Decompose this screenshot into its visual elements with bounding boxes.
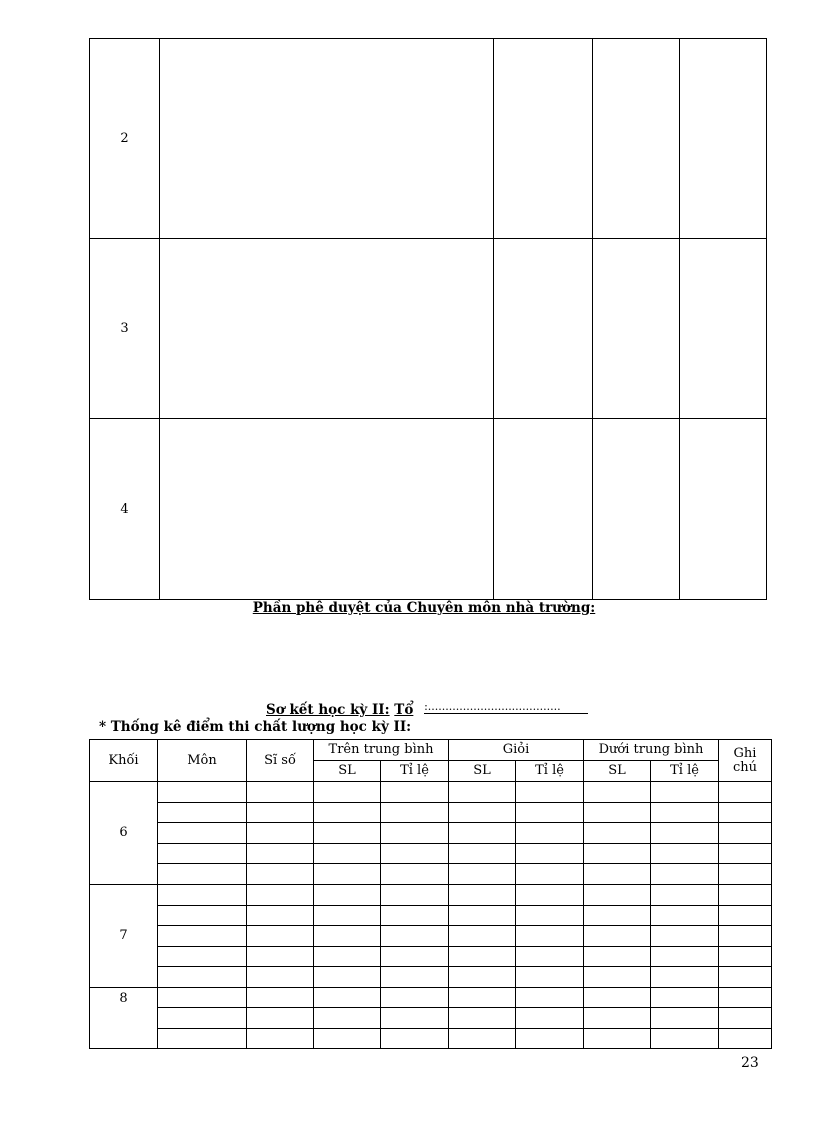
table-cell[interactable] — [247, 967, 314, 988]
table-cell[interactable] — [247, 803, 314, 823]
table-cell[interactable] — [381, 1029, 449, 1049]
table-row — [90, 885, 772, 906]
table-cell[interactable] — [158, 803, 247, 823]
table-cell[interactable] — [719, 782, 772, 803]
table-cell[interactable] — [381, 988, 449, 1008]
table-cell[interactable] — [584, 967, 651, 988]
plan-cell — [593, 419, 680, 600]
header-ti-le: Tỉ lệ — [651, 761, 719, 782]
plan-cell — [680, 39, 767, 239]
table-cell[interactable] — [719, 988, 772, 1008]
summary-title — [266, 700, 588, 718]
plan-table — [89, 38, 767, 600]
table-row — [90, 906, 772, 926]
table-cell[interactable] — [381, 885, 449, 906]
plan-cell — [593, 39, 680, 239]
plan-row-number: 3 — [90, 239, 160, 419]
plan-cell — [160, 419, 494, 600]
table-cell[interactable] — [247, 1008, 314, 1029]
stats-table — [89, 739, 772, 1049]
table-cell[interactable] — [651, 1008, 719, 1029]
table-cell[interactable] — [158, 823, 247, 844]
table-cell[interactable] — [381, 967, 449, 988]
summary-title-label: Sơ kết học kỳ II: — [266, 702, 390, 718]
table-cell[interactable] — [584, 803, 651, 823]
table-cell[interactable] — [314, 844, 381, 864]
plan-cell — [593, 239, 680, 419]
table-row — [90, 926, 772, 947]
table-cell[interactable] — [449, 782, 516, 803]
table-cell[interactable] — [516, 926, 584, 947]
grade-cell: 6 — [90, 782, 158, 885]
table-cell[interactable] — [247, 823, 314, 844]
table-cell[interactable] — [449, 967, 516, 988]
table-cell[interactable] — [584, 844, 651, 864]
table-cell[interactable] — [584, 885, 651, 906]
table-cell[interactable] — [651, 803, 719, 823]
plan-row — [90, 39, 767, 239]
header-si-so: Sĩ số — [247, 740, 314, 782]
table-cell[interactable] — [516, 1029, 584, 1049]
table-cell[interactable] — [381, 906, 449, 926]
header-ti-le: Tỉ lệ — [516, 761, 584, 782]
team-field[interactable]: :...................................... — [424, 700, 588, 714]
table-cell[interactable] — [247, 885, 314, 906]
table-cell[interactable] — [158, 885, 247, 906]
table-cell[interactable] — [516, 947, 584, 967]
table-cell[interactable] — [314, 782, 381, 803]
table-cell[interactable] — [314, 803, 381, 823]
table-cell[interactable] — [449, 885, 516, 906]
table-cell[interactable] — [449, 844, 516, 864]
table-cell[interactable] — [449, 947, 516, 967]
table-cell[interactable] — [247, 844, 314, 864]
table-cell[interactable] — [651, 823, 719, 844]
table-cell[interactable] — [449, 823, 516, 844]
table-row — [90, 844, 772, 864]
plan-cell — [494, 419, 593, 600]
table-cell[interactable] — [381, 823, 449, 844]
stats-heading: * Thống kê điểm thi chất lượng học kỳ II: — [99, 719, 412, 735]
table-cell[interactable] — [314, 1008, 381, 1029]
plan-row-number: 2 — [90, 39, 160, 239]
table-cell[interactable] — [158, 926, 247, 947]
grade-cell: 7 — [90, 885, 158, 988]
table-cell[interactable] — [158, 1008, 247, 1029]
header-tren-trung-binh: Trên trung bình — [314, 740, 449, 761]
table-cell[interactable] — [516, 844, 584, 864]
table-cell[interactable] — [247, 926, 314, 947]
table-cell[interactable] — [158, 782, 247, 803]
table-cell[interactable] — [381, 1008, 449, 1029]
table-row — [90, 947, 772, 967]
table-cell[interactable] — [449, 864, 516, 885]
table-cell[interactable] — [516, 1008, 584, 1029]
grade-cell: 8 — [90, 988, 158, 1049]
table-cell[interactable] — [381, 844, 449, 864]
table-cell[interactable] — [314, 1029, 381, 1049]
table-cell[interactable] — [158, 988, 247, 1008]
header-ghi-chu-line1: Ghi — [733, 745, 757, 761]
table-cell[interactable] — [381, 803, 449, 823]
stats-header-row — [90, 740, 772, 761]
table-cell[interactable] — [314, 947, 381, 967]
table-cell[interactable] — [516, 782, 584, 803]
table-cell[interactable] — [314, 926, 381, 947]
table-cell[interactable] — [314, 906, 381, 926]
table-cell[interactable] — [314, 967, 381, 988]
table-cell[interactable] — [584, 947, 651, 967]
table-row — [90, 1029, 772, 1049]
table-cell[interactable] — [381, 926, 449, 947]
table-cell[interactable] — [584, 1029, 651, 1049]
plan-cell — [494, 239, 593, 419]
table-cell[interactable] — [516, 967, 584, 988]
header-khoi: Khối — [90, 740, 158, 782]
plan-cell — [160, 39, 494, 239]
table-cell[interactable] — [719, 823, 772, 844]
header-sl: SL — [449, 761, 516, 782]
header-sl: SL — [314, 761, 381, 782]
header-duoi-trung-binh: Dưới trung bình — [584, 740, 719, 761]
table-cell[interactable] — [651, 782, 719, 803]
table-cell[interactable] — [584, 906, 651, 926]
table-cell[interactable] — [247, 906, 314, 926]
table-cell[interactable] — [516, 864, 584, 885]
table-cell[interactable] — [651, 906, 719, 926]
table-cell[interactable] — [584, 864, 651, 885]
plan-row — [90, 419, 767, 600]
table-cell[interactable] — [651, 967, 719, 988]
table-cell[interactable] — [719, 885, 772, 906]
table-cell[interactable] — [516, 823, 584, 844]
table-cell[interactable] — [314, 885, 381, 906]
table-cell[interactable] — [449, 1029, 516, 1049]
table-cell[interactable] — [651, 864, 719, 885]
table-row — [90, 782, 772, 803]
table-cell[interactable] — [651, 947, 719, 967]
table-cell[interactable] — [719, 1008, 772, 1029]
table-cell[interactable] — [719, 926, 772, 947]
table-cell[interactable] — [158, 906, 247, 926]
table-cell[interactable] — [158, 1029, 247, 1049]
plan-row-number: 4 — [90, 419, 160, 600]
header-gioi: Giỏi — [449, 740, 584, 761]
table-cell[interactable] — [584, 782, 651, 803]
table-cell[interactable] — [719, 803, 772, 823]
table-cell[interactable] — [158, 947, 247, 967]
table-cell[interactable] — [158, 844, 247, 864]
table-cell[interactable] — [651, 988, 719, 1008]
table-row — [90, 803, 772, 823]
table-row — [90, 967, 772, 988]
plan-cell — [680, 239, 767, 419]
table-cell[interactable] — [719, 1029, 772, 1049]
table-cell[interactable] — [516, 885, 584, 906]
header-ghi-chu-line2: chú — [733, 759, 758, 775]
table-row — [90, 823, 772, 844]
table-cell[interactable] — [719, 947, 772, 967]
table-cell[interactable] — [719, 906, 772, 926]
table-cell[interactable] — [584, 823, 651, 844]
table-row — [90, 864, 772, 885]
table-cell[interactable] — [584, 988, 651, 1008]
table-cell[interactable] — [247, 864, 314, 885]
table-cell[interactable] — [719, 864, 772, 885]
table-cell[interactable] — [449, 906, 516, 926]
table-cell[interactable] — [381, 864, 449, 885]
approval-heading: Phần phê duyệt của Chuyên môn nhà trường: — [252, 600, 596, 616]
header-sl: SL — [584, 761, 651, 782]
table-cell[interactable] — [651, 885, 719, 906]
table-cell[interactable] — [247, 988, 314, 1008]
table-cell[interactable] — [651, 844, 719, 864]
plan-cell — [494, 39, 593, 239]
table-cell[interactable] — [381, 782, 449, 803]
table-cell[interactable] — [158, 864, 247, 885]
table-cell[interactable] — [381, 947, 449, 967]
header-ghi-chu — [719, 740, 772, 782]
table-cell[interactable] — [247, 782, 314, 803]
table-row — [90, 1008, 772, 1029]
table-row — [90, 988, 772, 1008]
stats-body — [90, 782, 772, 1049]
table-cell[interactable] — [651, 926, 719, 947]
table-cell[interactable] — [158, 967, 247, 988]
table-cell[interactable] — [449, 988, 516, 1008]
team-label: Tổ — [394, 702, 414, 718]
table-cell[interactable] — [449, 926, 516, 947]
table-cell[interactable] — [247, 947, 314, 967]
header-ti-le: Tỉ lệ — [381, 761, 449, 782]
table-cell[interactable] — [314, 864, 381, 885]
table-cell[interactable] — [584, 926, 651, 947]
plan-row — [90, 239, 767, 419]
table-cell[interactable] — [449, 803, 516, 823]
table-cell[interactable] — [651, 1029, 719, 1049]
table-cell[interactable] — [584, 1008, 651, 1029]
table-cell[interactable] — [516, 988, 584, 1008]
plan-cell — [680, 419, 767, 600]
plan-cell — [160, 239, 494, 419]
header-mon: Môn — [158, 740, 247, 782]
page-number: 23 — [741, 1055, 759, 1071]
table-cell[interactable] — [516, 906, 584, 926]
table-cell[interactable] — [314, 823, 381, 844]
table-cell[interactable] — [516, 803, 584, 823]
table-cell[interactable] — [719, 967, 772, 988]
table-cell[interactable] — [449, 1008, 516, 1029]
table-cell[interactable] — [719, 844, 772, 864]
table-cell[interactable] — [247, 1029, 314, 1049]
table-cell[interactable] — [314, 988, 381, 1008]
